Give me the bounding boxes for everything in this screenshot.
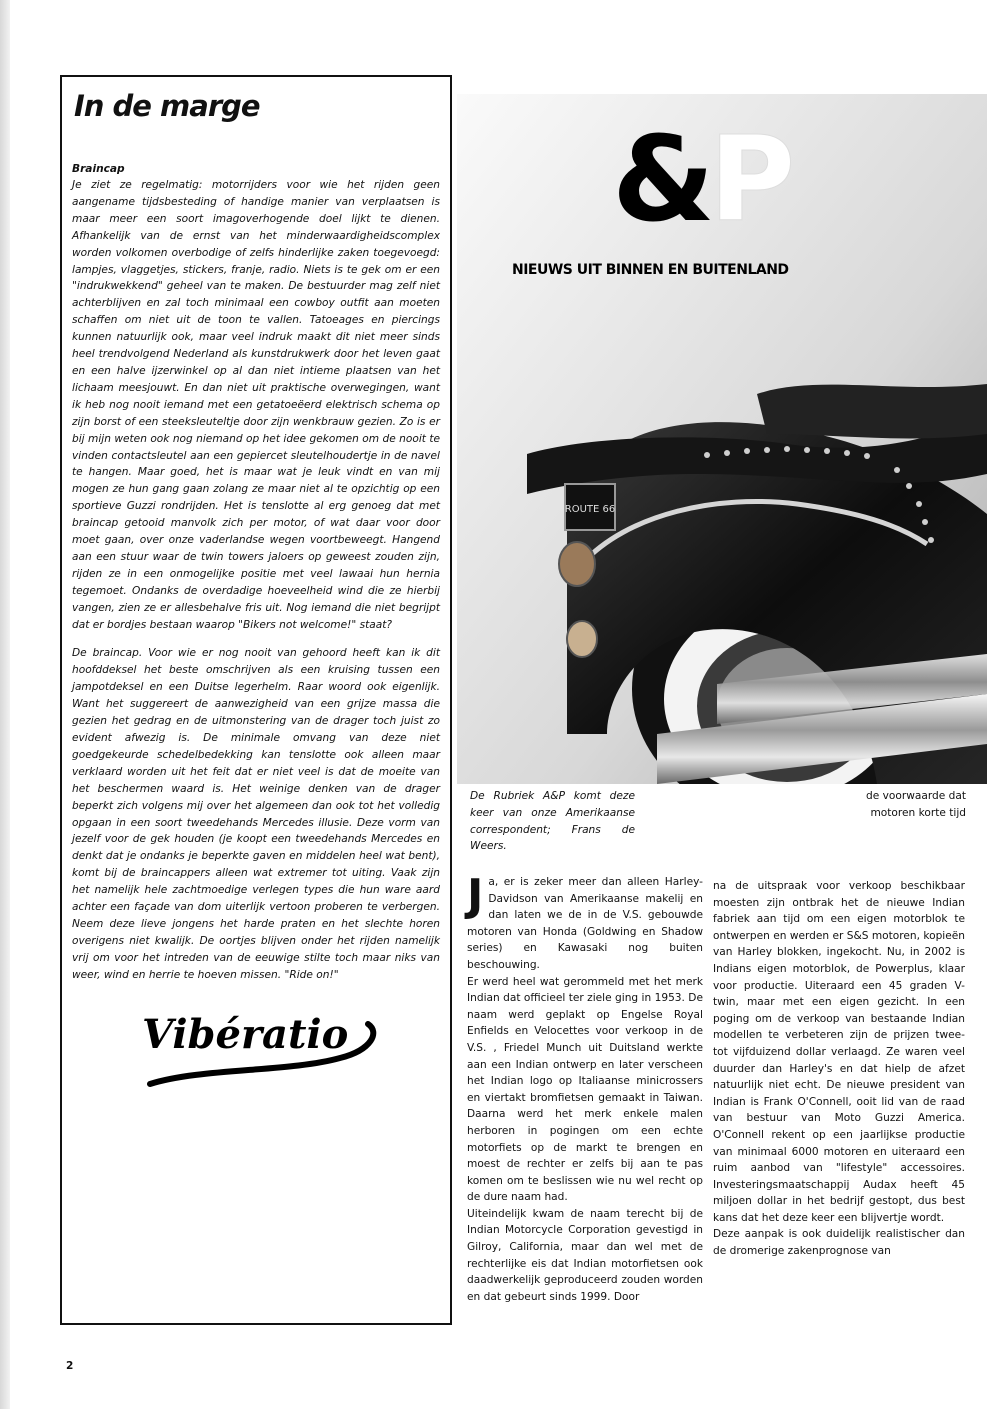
column-heading: Braincap: [72, 163, 125, 175]
signature-text: Vibératio: [142, 1011, 349, 1058]
license-plate: ROUTE 66: [564, 504, 616, 515]
column-paragraph-2: De braincap. Voor wie er nog nooit van gehoord heeft kan ik dit hoofddeksel het beste omschrijven als een kruising tussen een jampotdeksel en een Duitse legerhelm. Raar woord ook eigenlijk. Want het suggereert de aanwezigheid van een grijze massa die gezien het gedrag en de uitmonstering van de drager toch juist zo evident afwezig is. De minimale omvang van deze niet goedgekeurde schedelbedekking kan tenslotte ook alleen maar verklaard worden uit het feit dat er niet veel is dat de moeite van het beschermen waard is. Het weinige denken van de drager beperkt zich volgens mij over het algemeen dan ook tot het volledig opgaan in een soort tweedehands Mercedes illusie. Deze vorm van jezelf voor de gek houden (je koopt een tweedehands Mercedes en denkt dat je ondanks je beperkte gaven en middelen heel wat bent), komt bij de braincappers alleen wat extremer tot uiting. Vaak zijn het namelijk hele zachtmoedige verlegen types die hun ware aard achter een façade van dom uiterlijk vertoon proberen te verbergen. Neem deze lieve jongens het harde praten en het slechte horen overigens niet kwalijk. De oortjes blijven onder het rijden namelijk vrij om voor het intreden van de eeuwige stilte toch maar niks van weer, wind en herrie te hoeven missen. "Ride on!": [72, 647, 440, 981]
ap-logo: [612, 110, 790, 248]
article-paragraph: a, er is zeker meer dan alleen Harley-Davidson van Amerikaanse makelij en dan laten we de in de V.S. gebouwde motoren van Honda (Goldwing en Shadow series) en Kawasaki nog buiten beschouwing.: [467, 876, 703, 971]
article-column-right: [713, 878, 965, 1260]
ap-logo-ampersand: &: [612, 110, 709, 248]
ap-subtitle: NIEUWS UIT BINNEN EN BUITENLAND: [512, 262, 789, 278]
article-column-left: [467, 870, 703, 1305]
scan-edge: [0, 0, 10, 1409]
drop-cap: J: [467, 870, 484, 921]
marge-title: In de marge: [74, 89, 260, 123]
page-number: 2: [66, 1360, 74, 1372]
photo-caption-left: De Rubriek A&P komt deze keer van onze Amerikaanse correspondent; Frans de Weers.: [470, 790, 635, 853]
photo-caption-right: de voorwaarde dat motoren korte tijd: [866, 790, 966, 819]
column-paragraph-1: Je ziet ze regelmatig: motorrijders voor wie het rijden geen aangename tijdsbesteding of handige manier van verplaatsen is maar meer een soort imagoverhogende doel lijkt te dienen. Afhankelijk van de ernst van het minderwaardigheidscomplex worden volkomen overbodige of zelfs hinderlijke zaken toegevoegd: lampjes, vlaggetjes, stickers, franje, radio. Niets is te gek om er een "indrukwekkend" geheel van te maken. De bestuurder mag zelf niet achterblijven en zal toch minimaal een cowboy outfit aan moeten schaffen om niet uit de toon te vallen. Tatoeages en piercings kunnen natuurlijk ook, maar veel indruk maakt dit niet meer sinds heel trendvolgend Nederland als kunstdrukwerk door het leven gaat en een halve ijzerwinkel op al dan niet intieme plaatsen van het lichaam meesjouwt. En dan niet uit praktische overwegingen, want ik heb nog nooit iemand met een getatoeëerd elektrisch schema op zijn borst of een steeksleuteltje door zijn wenkbrauw gezien. Zo is er bij mijn weten ook nog niemand op het idee gekomen om de nooit te vinden contactsleutel aan een gepiercet sleutelhoudertje in de navel te hangen. Maar goed, het is maar wat je leuk vindt en van mij mogen ze hun gang gaan zolang ze maar niet al te opzichtig op een sportieve Guzzi rondrijden. Het is tenslotte al erg genoeg dat met braincap getooid manvolk zich per motor, of wat daar voor door moet gaan, over onze vaderlandse wegen voortbeweegt. Hangend aan een stuur waar de twin towers jaloers op geweest zouden zijn, rijden ze in een onmogelijke positie met veel lawaai hun hernia tegemoet. Ondanks de overdadige hoeveelheid wind die ze hierbij vangen, zien ze er allesbehalve fris uit. Nog iemand die niet begrijpt dat er bordjes bestaan waarop "Bikers not welcome!" staat?: [72, 179, 440, 631]
article-paragraph: Deze aanpak is ook duidelijk realistischer dan de dromerige zakenprognose van: [713, 1228, 965, 1258]
in-de-marge-box: [60, 75, 452, 1325]
signature-logo: [140, 1002, 380, 1092]
article-paragraph: Er werd heel wat gerommeld met het merk Indian dat officieel ter ziele ging in 1953. De naam werd geplakt op Engelse Royal Enfields en Velocettes voor verkoop in de V.S. , Friedel Munch uit Duitsland werkte aan een Indian ontwerp en later verscheen het Indian logo op Italiaanse minicrossers en viertakt bromfietsen gemaakt in Taiwan. Daarna werd het merk enkele malen herboren in pogingen om een echte motorfiets op de markt te brengen en moest de rechter er zelfs bij aan te pas komen om te beslissen wie nu wel recht op de dure naam had.: [467, 975, 703, 1204]
ap-logo-p: P: [708, 110, 790, 248]
article-paragraph: na de uitspraak voor verkoop beschikbaar moesten zijn ontbrak het de nieuwe Indian fabriek aan tijd om een eigen motorblok te ontwerpen en werden er S&S motoren, kopieën van Harley blokken, ingekocht. Nu, in 2002 is Indians eigen motorblok, de Powerplus, klaar voor productie. Uiteraard een 45 graden V-twin, maar met een eigen gezicht. In een poging om de verkoop van bestaande Indian modellen te verbeteren zijn de prijzen twee- tot vijfduizend dollar verlaagd. Ze waren veel duurder dan Harley's en dat hielp de afzet natuurlijk niet echt. De nieuwe president van Indian is Frank O'Connell, ooit lid van de raad van bestuur van Moto Guzzi America. O'Connell rekent op een jaarlijkse productie van minimaal 6000 motoren en uiteraard een ruim aanbod van "lifestyle" accessoires. Investeringsmaatschappij Audax heeft 45 miljoen dollar in het bedrijf gestopt, dus best kans dat het deze keer een blijvertje wordt.: [713, 880, 965, 1224]
article-paragraph: Uiteindelijk kwam de naam terecht bij de Indian Motorcycle Corporation gevestigd in Gilroy, California, maar dan wel met de rechterlijke eis dat Indian motorfietsen ook daadwerkelijk geproduceerd zouden worden en dat gebeurt sinds 1999. Door: [467, 1207, 703, 1303]
